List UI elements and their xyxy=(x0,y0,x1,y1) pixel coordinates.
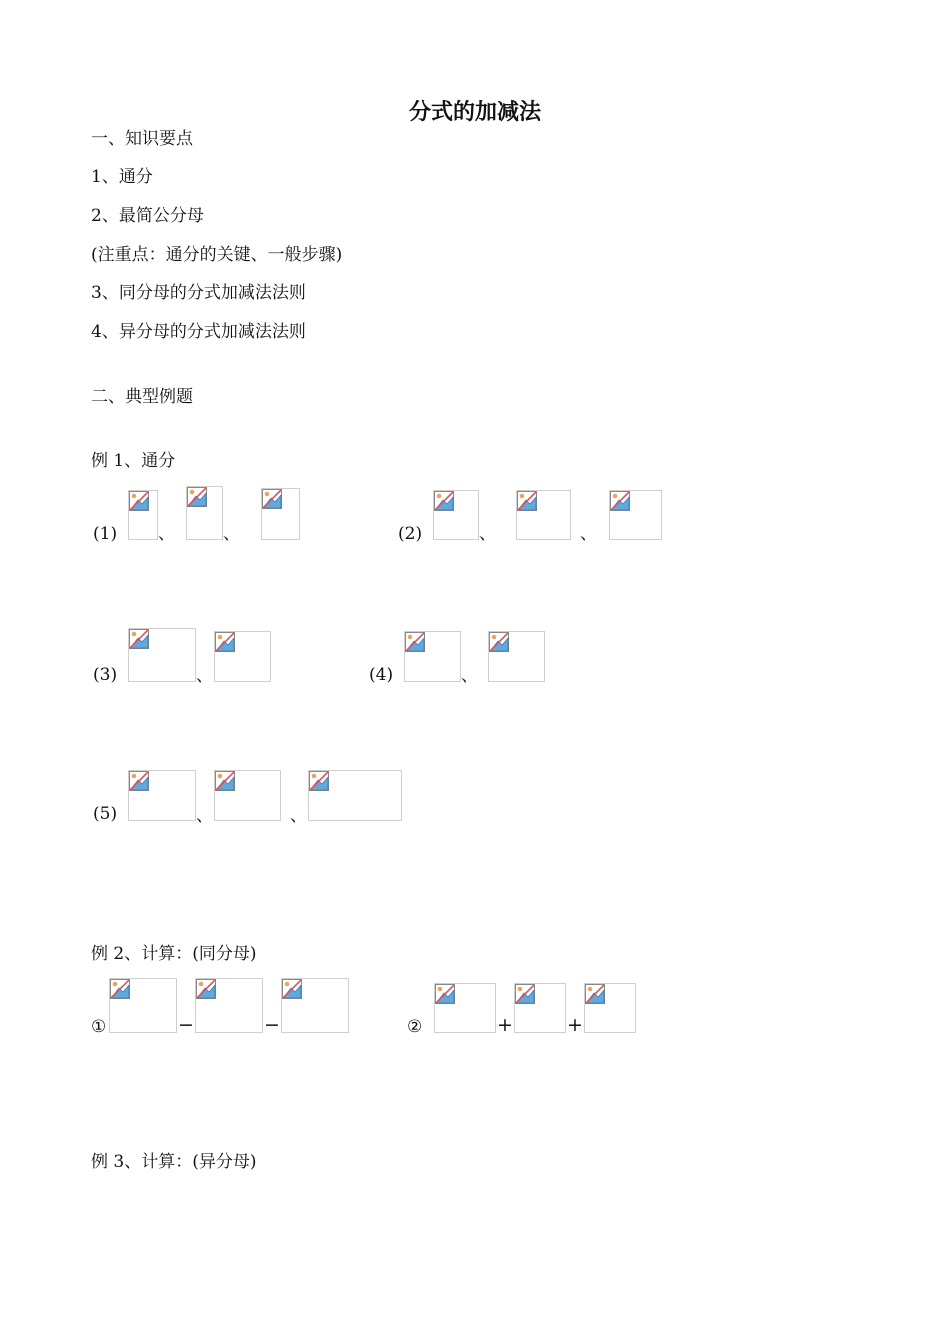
example1-heading: 例 1、通分 xyxy=(91,451,176,471)
formula-image xyxy=(609,490,662,540)
minus-sign: − xyxy=(264,1014,280,1036)
broken-image-icon xyxy=(110,979,130,999)
formula-image xyxy=(516,490,571,540)
broken-image-icon xyxy=(435,984,455,1004)
broken-image-icon xyxy=(610,491,630,511)
separator: 、 xyxy=(223,524,240,544)
broken-image-icon xyxy=(489,632,509,652)
formula-image xyxy=(186,486,223,540)
separator: 、 xyxy=(196,666,213,686)
section1-heading: 一、知识要点 xyxy=(91,129,193,149)
formula-image xyxy=(488,631,545,682)
minus-sign: − xyxy=(178,1014,194,1036)
formula-image xyxy=(434,983,496,1033)
formula-image xyxy=(433,490,479,540)
point-item-3: 3、同分母的分式加减法法则 xyxy=(91,283,306,303)
separator: 、 xyxy=(580,524,597,544)
example2-label-2: ② xyxy=(407,1017,423,1037)
example1-label-1: (1) xyxy=(93,524,118,544)
formula-image xyxy=(404,631,461,682)
separator: 、 xyxy=(196,806,213,826)
section2-heading: 二、典型例题 xyxy=(91,387,193,407)
example1-label-4: (4) xyxy=(369,665,394,685)
broken-image-icon xyxy=(434,491,454,511)
point-item-4: 4、异分母的分式加减法法则 xyxy=(91,322,306,342)
formula-image xyxy=(584,983,636,1033)
point-note: (注重点：通分的关键、一般步骤) xyxy=(91,245,343,265)
formula-image xyxy=(128,770,196,821)
example1-label-5: (5) xyxy=(93,804,118,824)
broken-image-icon xyxy=(517,491,537,511)
broken-image-icon xyxy=(129,771,149,791)
formula-image xyxy=(128,490,158,540)
broken-image-icon xyxy=(187,487,207,507)
plus-sign: + xyxy=(497,1014,513,1036)
broken-image-icon xyxy=(196,979,216,999)
broken-image-icon xyxy=(309,771,329,791)
formula-image xyxy=(109,978,177,1033)
plus-sign: + xyxy=(567,1014,583,1036)
broken-image-icon xyxy=(515,984,535,1004)
point-item-2: 2、最简公分母 xyxy=(91,206,204,226)
separator: 、 xyxy=(290,806,307,826)
separator: 、 xyxy=(461,666,478,686)
formula-image xyxy=(281,978,349,1033)
broken-image-icon xyxy=(129,491,149,511)
broken-image-icon xyxy=(282,979,302,999)
separator: 、 xyxy=(158,524,175,544)
point-item-1: 1、通分 xyxy=(91,167,153,187)
broken-image-icon xyxy=(129,629,149,649)
formula-image xyxy=(261,488,300,540)
page-title: 分式的加减法 xyxy=(408,100,541,125)
example3-heading: 例 3、计算：(异分母) xyxy=(91,1152,257,1172)
formula-image xyxy=(308,770,402,821)
formula-image xyxy=(214,631,271,682)
formula-image xyxy=(214,770,281,821)
formula-image xyxy=(128,628,196,682)
separator: 、 xyxy=(479,524,496,544)
broken-image-icon xyxy=(215,632,235,652)
broken-image-icon xyxy=(215,771,235,791)
example1-label-2: (2) xyxy=(398,524,423,544)
broken-image-icon xyxy=(585,984,605,1004)
example2-heading: 例 2、计算：(同分母) xyxy=(91,944,257,964)
formula-image xyxy=(514,983,566,1033)
broken-image-icon xyxy=(262,489,282,509)
example1-label-3: (3) xyxy=(93,665,118,685)
formula-image xyxy=(195,978,263,1033)
broken-image-icon xyxy=(405,632,425,652)
example2-label-1: ① xyxy=(91,1017,107,1037)
